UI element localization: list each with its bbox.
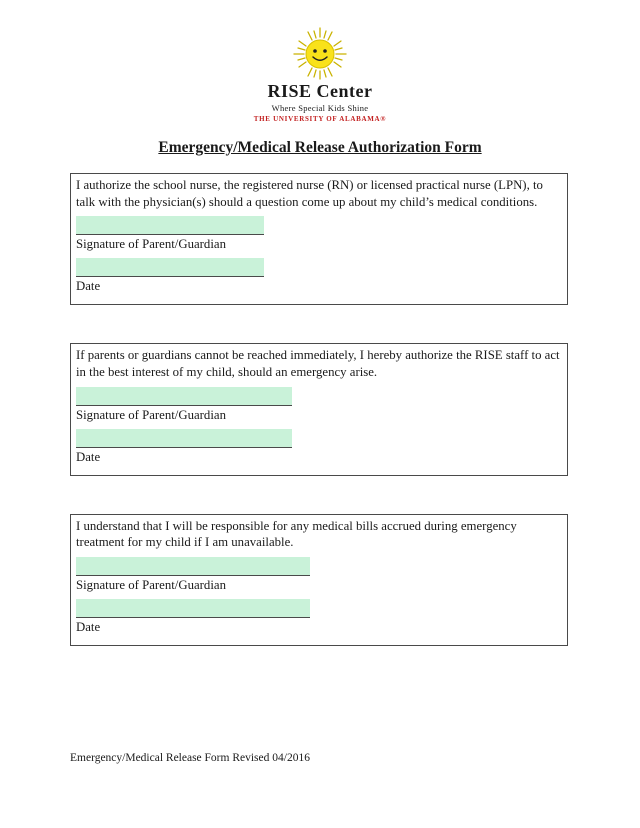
authorization-section-nurse	[70, 173, 568, 305]
signature-label: Signature of Parent/Guardian	[76, 577, 226, 592]
section-statement: I understand that I will be responsible for any medical bills accrued during emergency treatment for my child if I am unavailable.	[76, 518, 517, 550]
date-field[interactable]	[76, 599, 310, 618]
sun-logo-icon	[274, 24, 366, 84]
signature-field[interactable]	[76, 216, 264, 235]
page-title: Emergency/Medical Release Authorization Form	[158, 139, 482, 156]
section-statement: If parents or guardians cannot be reached immediately, I hereby authorize the RISE staff to act in the best interest of my child, should an emergency arise.	[76, 348, 560, 379]
date-field[interactable]	[76, 258, 264, 277]
rise-center-logo	[0, 0, 640, 123]
section-statement: I authorize the school nurse, the registered nurse (RN) or licensed practical nurse (LPN), to talk with the physician(s) should a question come up about my child’s medical conditions.	[76, 178, 543, 209]
logo-name: RISE Center	[267, 81, 373, 101]
authorization-section-bills	[70, 514, 568, 646]
footer-revision-note: Emergency/Medical Release Form Revised 04/2016	[70, 751, 310, 764]
date-field[interactable]	[76, 429, 292, 448]
logo-university: THE UNIVERSITY OF ALABAMA®	[253, 115, 387, 123]
signature-label: Signature of Parent/Guardian	[76, 407, 226, 422]
logo-tagline: Where Special Kids Shine	[271, 103, 369, 113]
authorization-section-emergency	[70, 343, 568, 475]
signature-field[interactable]	[76, 557, 310, 576]
date-label: Date	[76, 619, 101, 634]
signature-field[interactable]	[76, 387, 292, 406]
date-label: Date	[76, 279, 101, 294]
date-label: Date	[76, 449, 101, 464]
signature-label: Signature of Parent/Guardian	[76, 237, 226, 252]
